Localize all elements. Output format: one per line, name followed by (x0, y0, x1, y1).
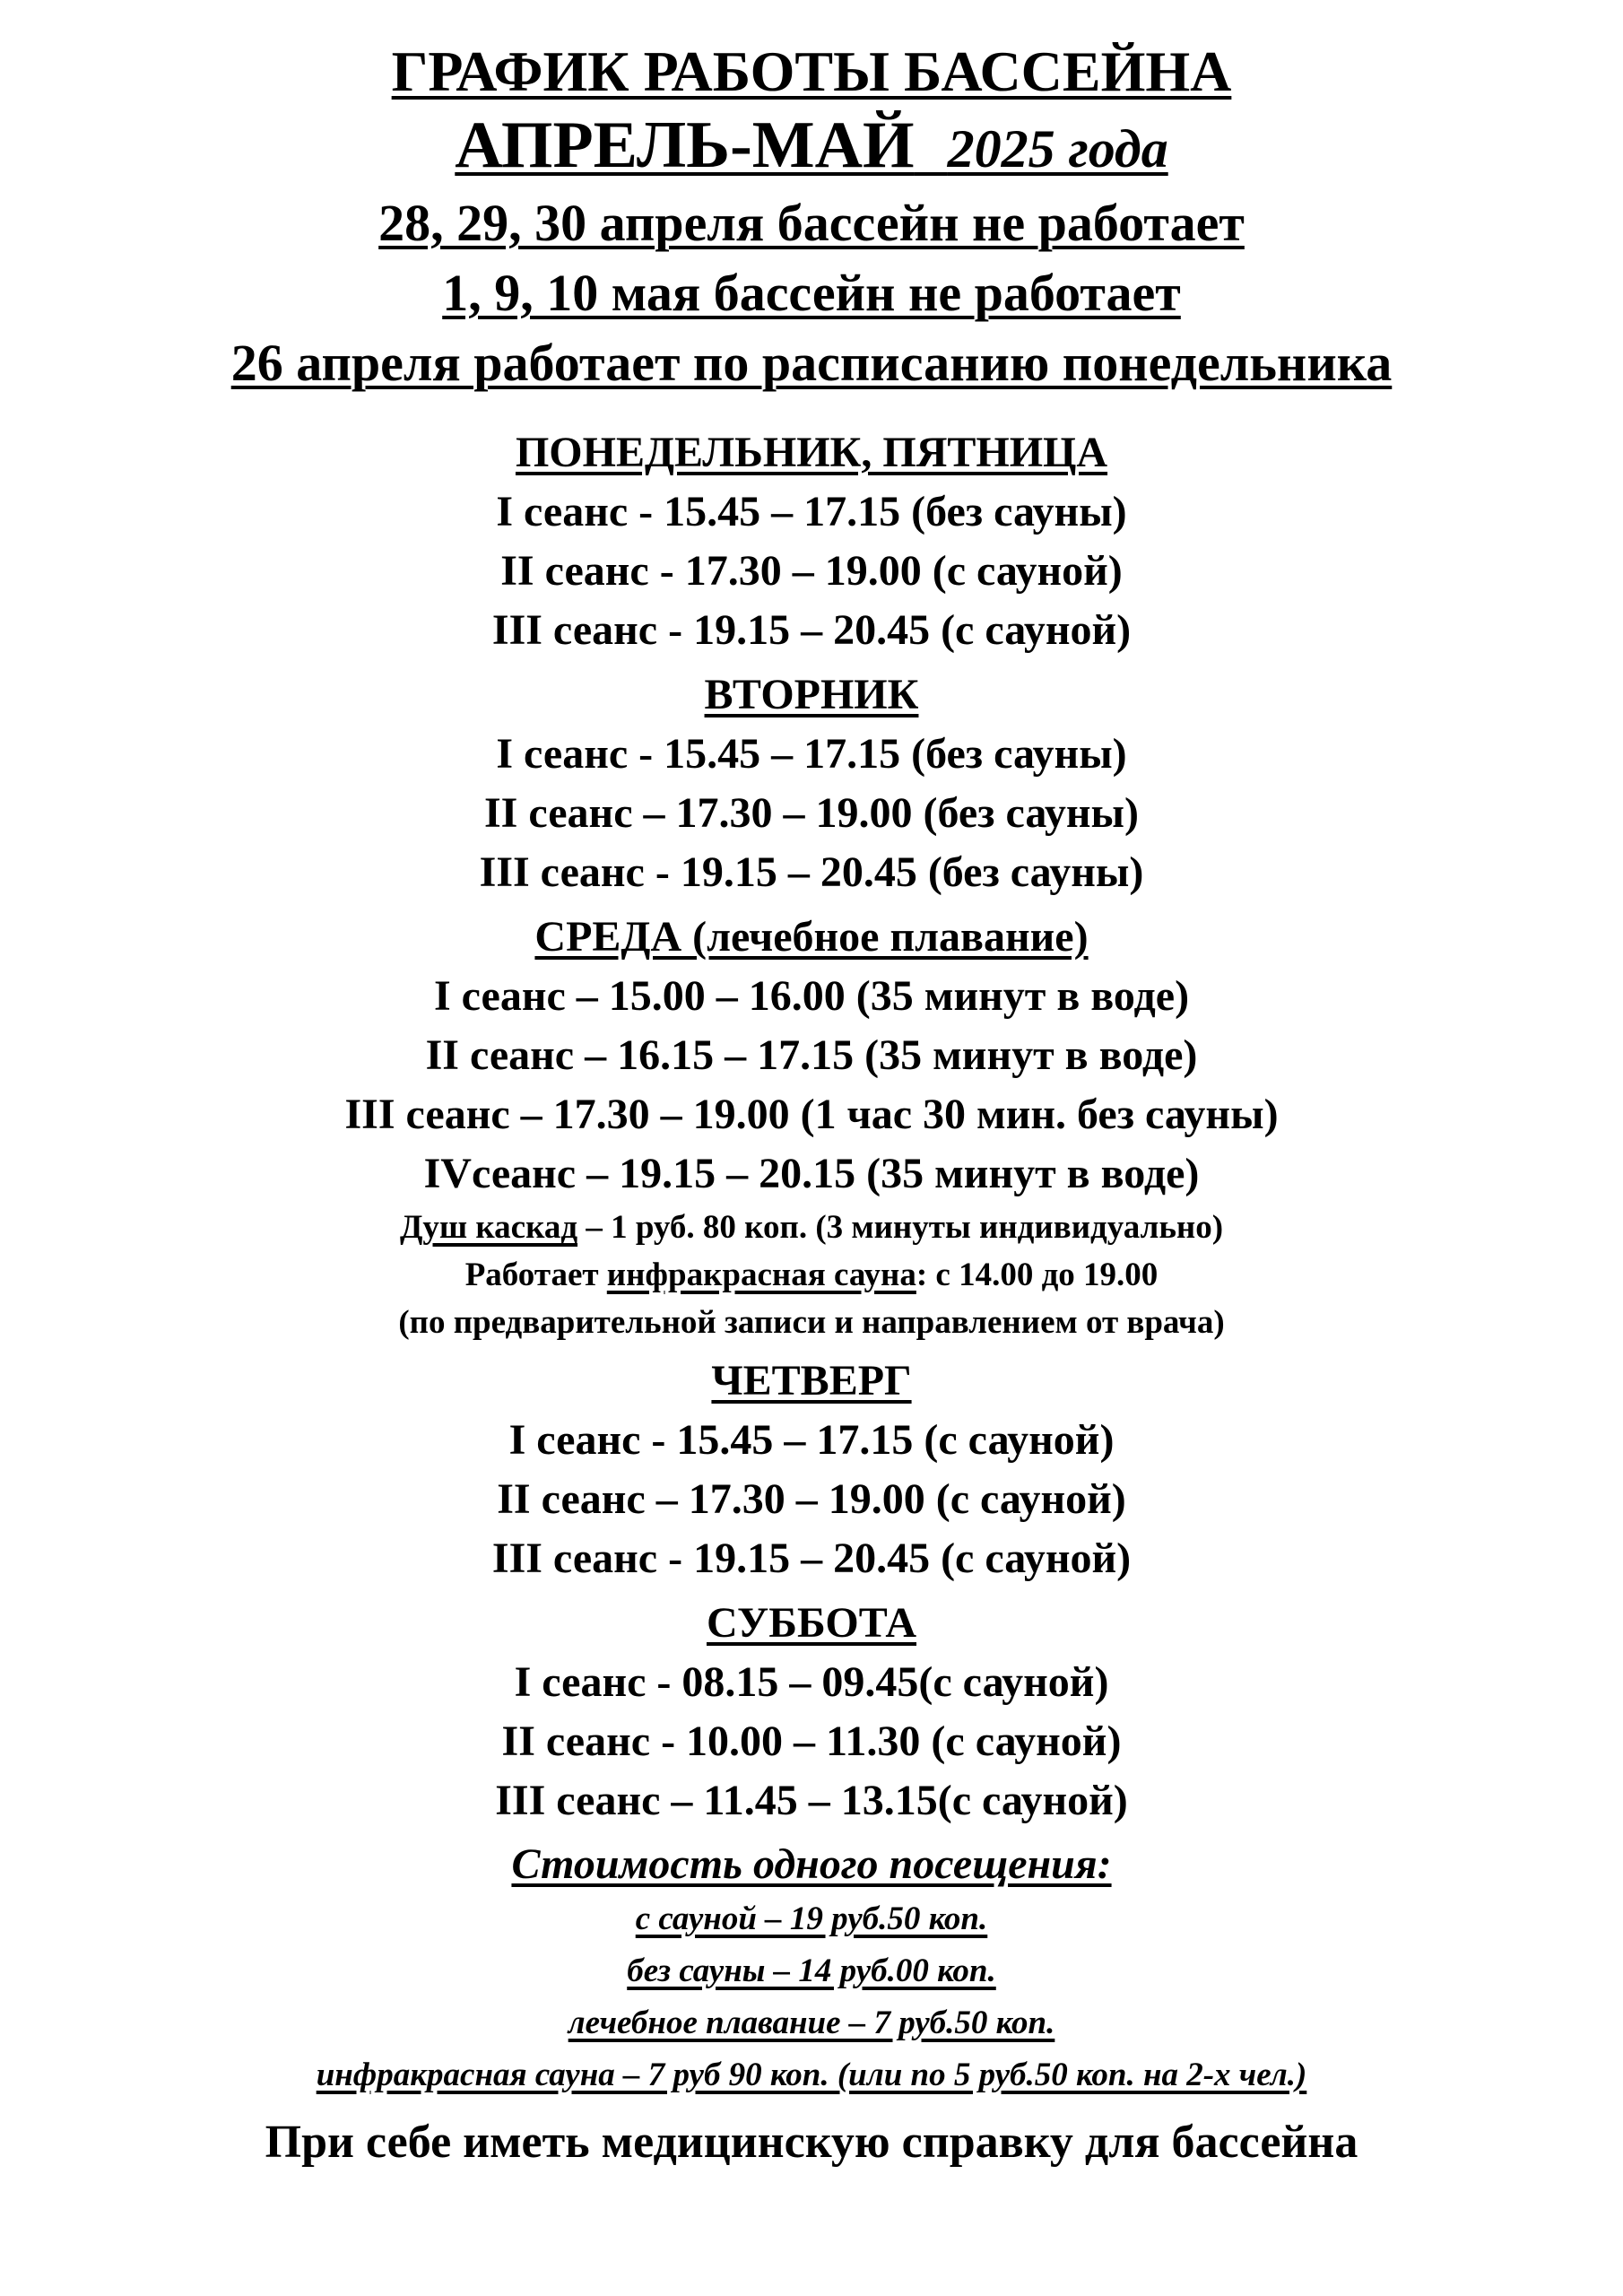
sauna-label: инфракрасная сауна (606, 1257, 916, 1293)
session-line: III сеанс - 19.15 – 20.45 (с сауной) (491, 606, 1132, 654)
sauna-note: (по предварительной записи и направлением от врача) (398, 1304, 1225, 1341)
session-line: II сеанс - 10.00 – 11.30 (с сауной) (501, 1718, 1122, 1765)
session-line: I сеанс - 15.45 – 17.15 (без сауны) (496, 730, 1127, 778)
shower-label: Душ каскад (399, 1209, 578, 1246)
shower-text: – 1 руб. 80 коп. (3 минуты индивидуально) (577, 1209, 1224, 1246)
day-title-wed: СРЕДА (лечебное плавание) (534, 913, 1089, 961)
footer-note: При себе иметь медицинскую справку для бассейна (265, 2117, 1358, 2168)
price-title: Стоимость одного посещения: (511, 1840, 1112, 1888)
session-line: II сеанс - 17.30 – 19.00 (с сауной) (500, 547, 1123, 595)
day-title-mon-fri: ПОНЕДЕЛЬНИК, ПЯТНИЦА (515, 429, 1108, 476)
notice-closed-may: 1, 9, 10 мая бассейн не работает (442, 264, 1181, 322)
day-title-thu: ЧЕТВЕРГ (711, 1357, 912, 1405)
sauna-prefix: Работает (464, 1257, 607, 1293)
year-label: 2025 года (947, 119, 1168, 178)
day-block-sat (0, 1594, 1623, 1831)
page-title: ГРАФИК РАБОТЫ БАССЕЙНА (391, 39, 1232, 103)
day-block-wed (0, 908, 1623, 1346)
day-title-sat: СУББОТА (706, 1599, 917, 1647)
price-item: с сауной – 19 руб.50 коп. (635, 1900, 988, 1937)
notice-closed-april: 28, 29, 30 апреля бассейн не работает (378, 194, 1245, 252)
session-line: II сеанс – 17.30 – 19.00 (с сауной) (497, 1475, 1126, 1523)
sauna-text: : с 14.00 до 19.00 (916, 1257, 1159, 1293)
session-line: I сеанс – 15.00 – 16.00 (35 минут в воде) (433, 972, 1190, 1020)
session-line: III сеанс - 19.15 – 20.45 (без сауны) (479, 848, 1144, 896)
day-block-tue (0, 665, 1623, 902)
session-line: III сеанс – 17.30 – 19.00 (1 час 30 мин. без сауны) (344, 1091, 1279, 1138)
price-block (0, 1836, 1623, 2101)
session-line: IVсеанс – 19.15 – 20.15 (35 минут в воде) (423, 1150, 1200, 1197)
shower-line (0, 1204, 1623, 1251)
day-title-tue: ВТОРНИК (704, 671, 919, 718)
infrared-sauna-line (0, 1251, 1623, 1299)
session-line: I сеанс - 15.45 – 17.15 (без сауны) (496, 488, 1127, 535)
period-heading (0, 106, 1623, 188)
session-line: II сеанс – 16.15 – 17.15 (35 минут в воде) (425, 1031, 1198, 1079)
session-line: II сеанс – 17.30 – 19.00 (без сауны) (483, 789, 1140, 837)
session-line: III сеанс - 19.15 – 20.45 (с сауной) (491, 1535, 1132, 1582)
session-line: I сеанс - 15.45 – 17.15 (с сауной) (508, 1416, 1115, 1464)
price-item: лечебное плавание – 7 руб.50 коп. (568, 2005, 1055, 2041)
period-label: АПРЕЛЬ-МАЙ (455, 109, 915, 182)
price-item: инфракрасная сауна – 7 руб 90 коп. (или по 5 руб.50 коп. на 2-х чел.) (316, 2057, 1307, 2093)
price-item: без сауны – 14 руб.00 коп. (627, 1952, 996, 1989)
notice-special-day: 26 апреля работает по расписанию понедельника (230, 334, 1393, 392)
session-line: I сеанс - 08.15 – 09.45(с сауной) (514, 1658, 1109, 1706)
session-line: III сеанс – 11.45 – 13.15(с сауной) (495, 1777, 1128, 1824)
day-block-thu (0, 1352, 1623, 1588)
day-block-mon-fri (0, 423, 1623, 660)
